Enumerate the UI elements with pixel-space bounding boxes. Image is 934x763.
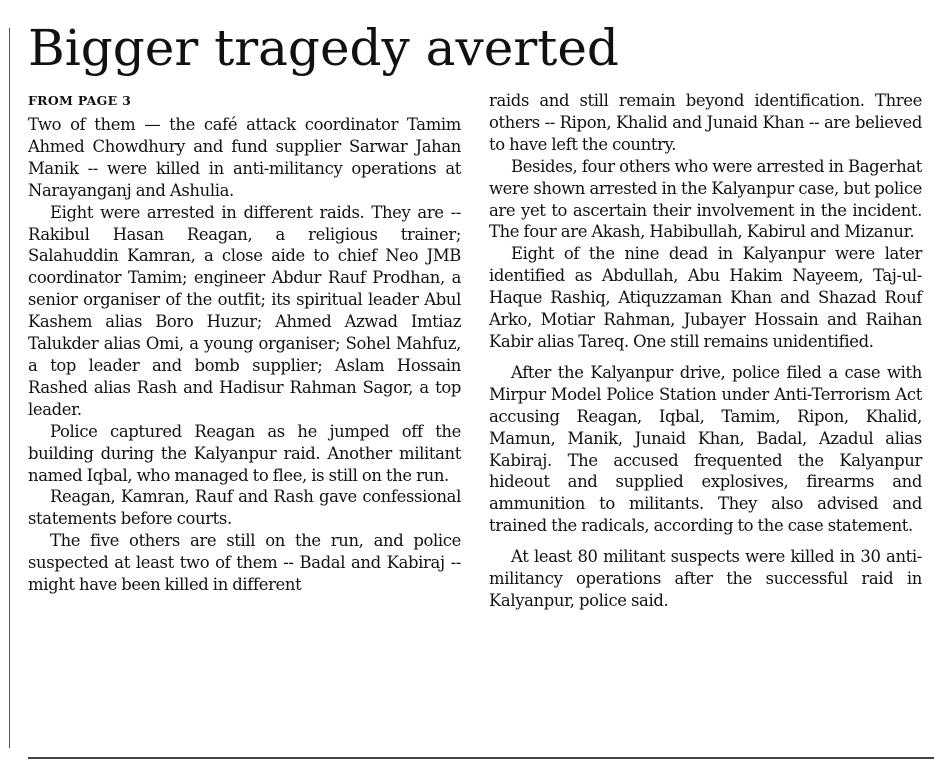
- paragraph: Two of them — the café attack coordinator Tamim Ahmed Chowdhury and fund supplier Sarwar Jahan Manik -- were killed in anti-militancy operations at Narayanganj and Ashulia.: [28, 115, 461, 200]
- paragraph: Reagan, Kamran, Rauf and Rash gave confessional statements before courts.: [28, 487, 461, 529]
- paragraph: Eight of the nine dead in Kalyanpur were later identified as Abdullah, Abu Hakim Nayeem, Taj-ul-Haque Rashiq, Atiquzzaman Khan and Shazad Rouf Arko, Motiar Rahman, Jubayer Hossain and Raihan Kabir alias Tareq. One still remains unidentified.: [489, 244, 922, 351]
- paragraph: At least 80 militant suspects were killed in 30 anti-militancy operations after the successful raid in Kalyanpur, police said.: [489, 547, 922, 610]
- paragraph: After the Kalyanpur drive, police filed a case with Mirpur Model Police Station under Anti-Terrorism Act accusing Reagan, Iqbal, Tamim, Ripon, Khalid, Mamun, Manik, Junaid Khan, Badal, Azadul alias Kabiraj. The accused frequented the Kalyanpur hideout and supplied explosives, firearms and ammunition to militants. They also advised and trained the radicals, according to the case statement.: [489, 362, 922, 536]
- headline: Bigger tragedy averted: [28, 19, 619, 77]
- paragraph: Besides, four others who were arrested in Bagerhat were shown arrested in the Kalyanpur case, but police are yet to ascertain their involvement in the incident. The four are Akash, Habibullah, Kabirul and Mizanur.: [489, 156, 922, 242]
- paragraph: Eight were arrested in different raids. They are -- Rakibul Hasan Reagan, a religious trainer; Salahuddin Kamran, a close aide to chief Neo JMB coordinator Tamim; engineer Abdur Rauf Prodhan, a senior organiser of the outfit; its spiritual leader Abul Kashem alias Boro Huzur; Ahmed Azwad Imtiaz Talukder alias Omi, a young organiser; Sohel Mahfuz, a top leader and bomb supplier; Aslam Hossain Rashed alias Rash and Hadisur Rahman Sagor, a top leader.: [28, 202, 461, 419]
- jump-line: FROM PAGE 3: [28, 93, 132, 108]
- paragraph: The five others are still on the run, and police suspected at least two of them -- Badal and Kabiraj -- might have been killed in different: [28, 531, 461, 595]
- bottom-rule: [28, 757, 934, 759]
- article-column-right: [489, 90, 922, 612]
- paragraph: Police captured Reagan as he jumped off the building during the Kalyanpur raid. Another militant named Iqbal, who managed to flee, is still on the run.: [28, 421, 461, 485]
- left-column-rule: [9, 28, 10, 748]
- article-column-left: [28, 114, 461, 596]
- paragraph: raids and still remain beyond identification. Three others -- Ripon, Khalid and Junaid Khan -- are believed to have left the country.: [489, 91, 922, 154]
